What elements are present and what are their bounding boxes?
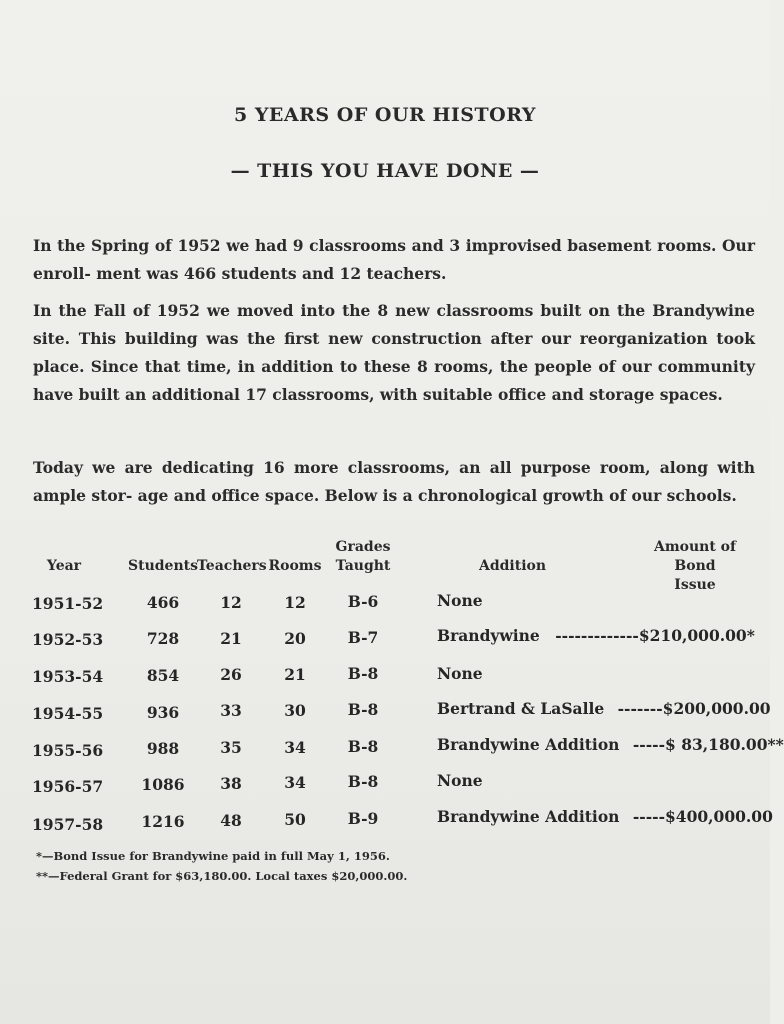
footnote-bond: *—Bond Issue for Brandywine paid in full May 1, 1956. (36, 849, 390, 863)
row-leader-dashes: ------------- (555, 626, 639, 645)
row-rooms: 21 (284, 665, 306, 684)
row-leader-dashes: ------- (617, 699, 663, 718)
row-year: 1957-58 (32, 815, 104, 834)
row-addition-name: None (437, 591, 483, 610)
row-students: 854 (146, 666, 180, 685)
header-amount-line2: Bond Issue (674, 558, 716, 593)
row-addition (437, 807, 773, 826)
row-year: 1956-57 (32, 777, 104, 796)
row-addition (437, 664, 767, 683)
header-grades (330, 538, 396, 576)
header-students: Students (128, 558, 198, 574)
row-teachers: 38 (220, 774, 242, 793)
row-teachers: 12 (220, 593, 242, 612)
row-year: 1954-55 (32, 704, 104, 723)
row-year: 1955-56 (32, 741, 104, 760)
paragraph-fall-1952: In the Fall of 1952 we moved into the 8 new classrooms built on the Brandywine site. This building was the first new construction after our reorganization took place. Since that time, in addition to these 8 rooms, the people of our community have built an additional 17 classrooms, with suitable office and storage spaces. (33, 301, 755, 404)
row-addition-name: Brandywine Addition (437, 735, 620, 754)
row-addition-name: Bertrand & LaSalle (437, 699, 605, 718)
footnote-grant: **—Federal Grant for $63,180.00. Local taxes $20,000.00. (36, 869, 408, 883)
row-year: 1952-53 (32, 630, 104, 649)
row-amount: $ 83,180.00** (665, 735, 784, 754)
row-leader-dashes: ----- (632, 807, 666, 826)
row-year: 1951-52 (32, 594, 104, 613)
row-leader-dashes: ----- (632, 735, 666, 754)
page-title: 5 YEARS OF OUR HISTORY (234, 104, 536, 126)
row-teachers: 48 (220, 811, 242, 830)
row-rooms: 12 (284, 593, 306, 612)
header-amount-line1: Amount of (653, 539, 737, 555)
row-rooms: 30 (284, 701, 306, 720)
row-students: 1216 (141, 812, 185, 831)
header-year: Year (46, 558, 82, 574)
row-grades: B-6 (347, 592, 379, 611)
row-teachers: 33 (220, 701, 242, 720)
paragraph-dedication: Today we are dedicating 16 more classrooms, an all purpose room, along with ample stor- age and office space. Below is a chronological growth of our schools. (33, 458, 755, 505)
header-grades-line1: Grades (335, 539, 391, 555)
row-amount: $200,000.00 (662, 699, 771, 718)
row-students: 988 (146, 739, 180, 758)
header-rooms: Rooms (268, 558, 322, 574)
row-grades: B-8 (347, 737, 379, 756)
row-teachers: 35 (220, 738, 242, 757)
row-addition (437, 591, 767, 610)
row-amount: $400,000.00 (665, 807, 773, 826)
row-grades: B-8 (347, 772, 379, 791)
row-students: 936 (146, 703, 180, 722)
row-addition-name: None (437, 771, 483, 790)
row-addition (437, 699, 771, 718)
row-students: 1086 (141, 775, 185, 794)
row-addition-name: Brandywine Addition (437, 807, 620, 826)
row-addition (437, 771, 767, 790)
row-teachers: 21 (220, 629, 242, 648)
page-subtitle: — THIS YOU HAVE DONE — (230, 160, 540, 182)
header-amount (652, 538, 738, 595)
header-addition: Addition (478, 558, 547, 574)
row-students: 728 (146, 629, 180, 648)
row-grades: B-7 (347, 628, 379, 647)
row-amount: $210,000.00* (638, 626, 755, 645)
row-students: 466 (146, 593, 180, 612)
row-rooms: 34 (284, 773, 306, 792)
paragraph-spring-1952: In the Spring of 1952 we had 9 classrooms and 3 improvised basement rooms. Our enroll- ment was 466 students and 12 teachers. (33, 236, 755, 283)
row-year: 1953-54 (32, 667, 104, 686)
row-rooms: 20 (284, 629, 306, 648)
row-addition (437, 735, 784, 754)
row-grades: B-8 (347, 700, 379, 719)
row-grades: B-9 (347, 809, 379, 828)
row-rooms: 50 (284, 810, 306, 829)
row-addition-name: None (437, 664, 483, 683)
row-addition (437, 626, 767, 645)
row-addition-name: Brandywine (437, 626, 540, 645)
row-rooms: 34 (284, 738, 306, 757)
header-teachers: Teachers (197, 558, 267, 574)
row-teachers: 26 (220, 665, 242, 684)
header-grades-line2: Taught (335, 558, 391, 574)
row-grades: B-8 (347, 664, 379, 683)
